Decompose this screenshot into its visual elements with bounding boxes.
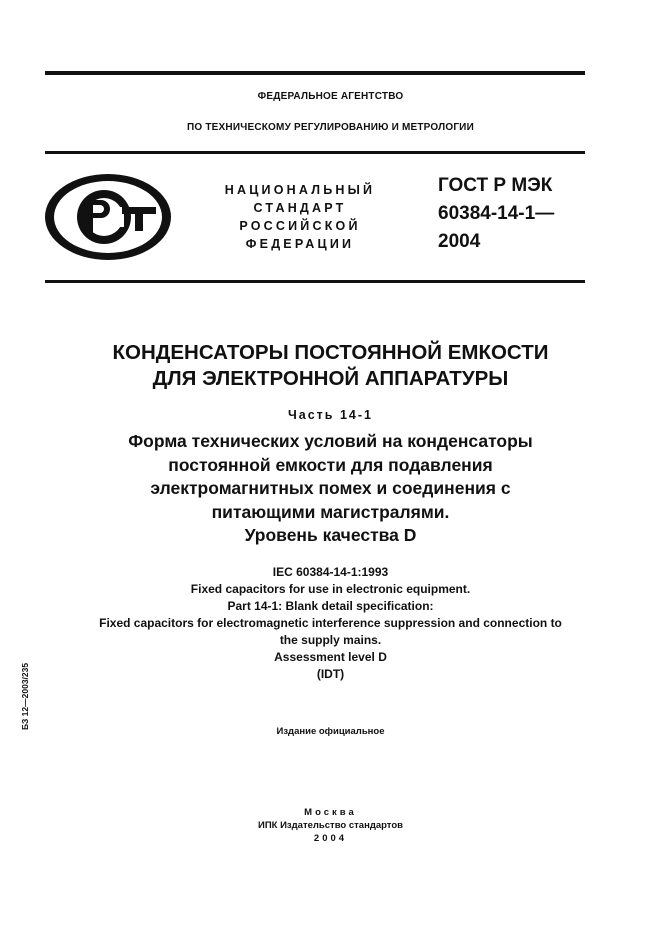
english-line: Fixed capacitors for use in electronic equipment. <box>190 582 471 596</box>
title-line: КОНДЕНСАТОРЫ ПОСТОЯННОЙ ЕМКОСТИ <box>112 341 549 364</box>
subtitle-line: питающими магистралями. <box>211 501 450 522</box>
national-standard-line: РОССИЙСКОЙ <box>239 219 361 233</box>
national-standard-line: НАЦИОНАЛЬНЫЙ <box>224 183 376 197</box>
imprint <box>0 806 661 845</box>
title-line: ДЛЯ ЭЛЕКТРОННОЙ АППАРАТУРЫ <box>152 367 509 390</box>
part-number: Часть 14-1 <box>288 408 373 422</box>
english-line: Fixed capacitors for electromagnetic interference suppression and connection to <box>99 616 562 630</box>
rst-logo-icon <box>44 172 176 262</box>
block-rule <box>45 280 585 283</box>
designation-line: 2004 <box>438 231 481 252</box>
national-standard-line: СТАНДАРТ <box>253 201 347 215</box>
english-line: Part 14-1: Blank detail specification: <box>227 599 434 613</box>
rst-logo <box>44 172 176 262</box>
subtitle-line: Форма технических условий на конденсаторы <box>128 431 533 451</box>
designation-line: 60384-14-1— <box>438 203 555 224</box>
agency-line-1: ФЕДЕРАЛЬНОЕ АГЕНТСТВО <box>257 91 404 102</box>
national-standard-label <box>200 181 400 253</box>
agency-line-2: ПО ТЕХНИЧЕСКОМУ РЕГУЛИРОВАНИЮ И МЕТРОЛОГИИ <box>187 122 474 133</box>
document-title <box>0 340 661 392</box>
imprint-city: Москва <box>304 807 357 818</box>
english-line: IEC 60384-14-1:1993 <box>272 565 389 579</box>
side-code: БЗ 12—2003/235 <box>20 662 30 730</box>
edition-label: Издание официальное <box>276 726 385 737</box>
imprint-year: 2004 <box>313 833 348 844</box>
english-title-block <box>0 564 661 683</box>
imprint-publisher: ИПК Издательство стандартов <box>258 820 403 831</box>
subtitle-line: Уровень качества D <box>244 525 417 545</box>
top-rule <box>45 71 585 75</box>
document-subtitle <box>0 430 661 548</box>
english-line: Assessment level D <box>274 650 387 664</box>
subtitle-line: постоянной емкости для подавления <box>168 454 493 475</box>
designation-line: ГОСТ Р МЭК <box>438 175 553 196</box>
header-rule <box>45 151 585 154</box>
subtitle-line: электромагнитных помех и соединения с <box>150 478 511 498</box>
english-line: the supply mains. <box>279 633 382 647</box>
national-standard-line: ФЕДЕРАЦИИ <box>245 237 355 251</box>
english-line: (IDT) <box>316 667 345 681</box>
standard-designation <box>438 172 554 256</box>
